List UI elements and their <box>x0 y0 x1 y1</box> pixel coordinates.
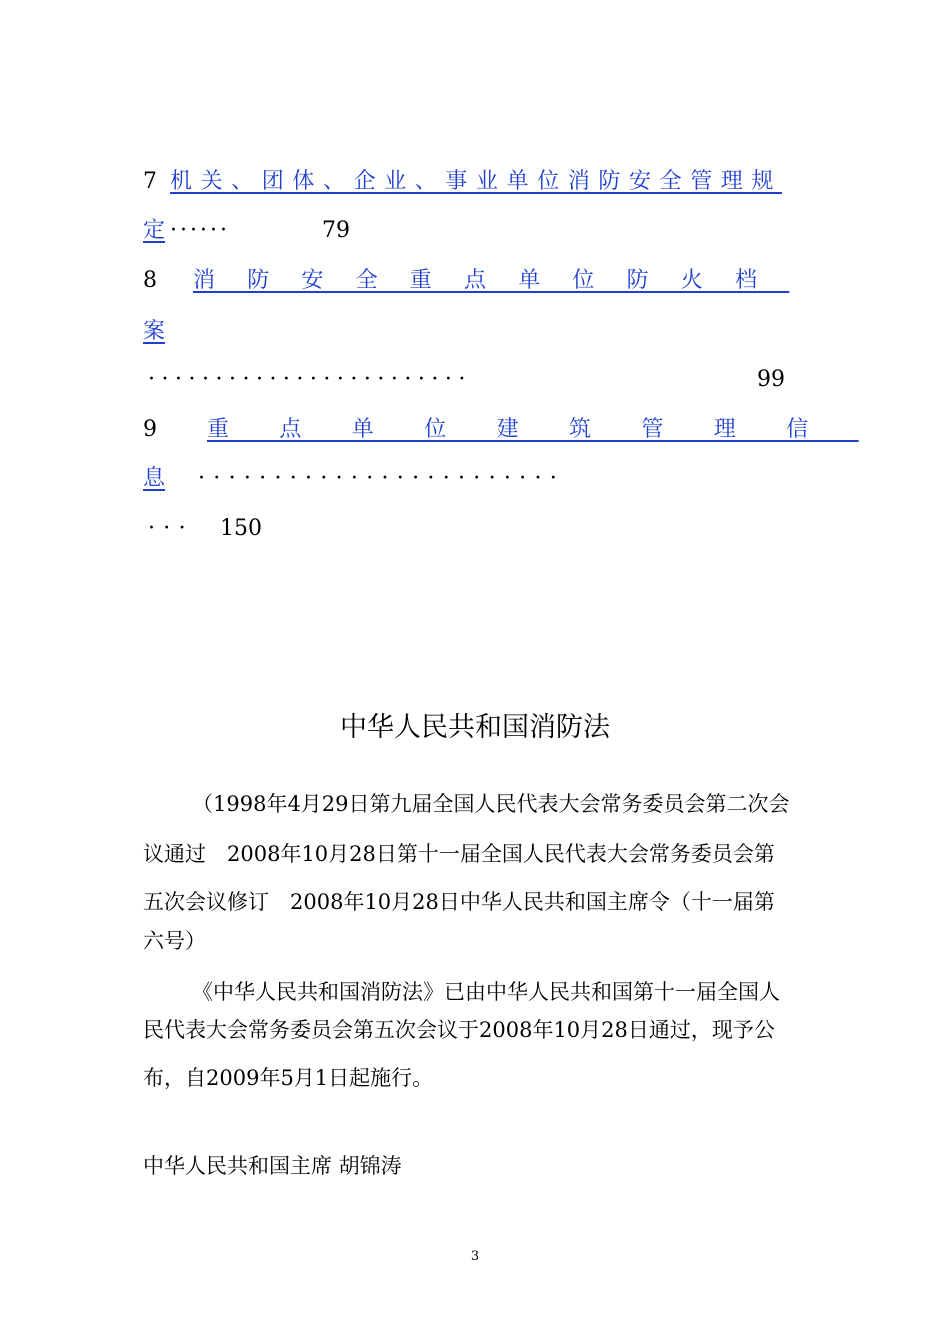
toc-item-number: 7 <box>143 169 157 194</box>
preamble-line: （1998年4月29日第九届全国人民代表大会常务委员会第二次会 <box>192 792 790 816</box>
toc-link-9-line2[interactable]: 息 <box>143 466 166 491</box>
body-line: 《中华人民共和国消防法》已由中华人民共和国第十一届全国人 <box>192 980 780 1004</box>
toc-link-8-line2[interactable]: 案 <box>143 319 166 344</box>
preamble-line: 议通过 2008年10月28日第十一届全国人民代表大会常务委员会第 <box>143 842 775 866</box>
signature-line: 中华人民共和国主席 胡锦涛 <box>143 1154 402 1178</box>
toc-link-9-line1[interactable]: 重点单位建筑管理信 <box>207 417 859 442</box>
toc-link-7-line2[interactable]: 定 <box>143 218 166 243</box>
toc-leader-dots: ··· <box>148 516 194 541</box>
toc-leader-dots: ························ <box>198 466 566 491</box>
body-line: 民代表大会常务委员会第五次会议于2008年10月28日通过，现予公 <box>143 1018 775 1042</box>
toc-item-number: 9 <box>143 417 157 442</box>
preamble-line: 六号） <box>143 929 206 953</box>
toc-item-number: 8 <box>143 268 157 293</box>
body-line: 布，自2009年5月1日起施行。 <box>143 1066 434 1090</box>
toc-link-8-line1[interactable]: 消防安全重点单位防火档 <box>193 268 790 293</box>
page-number: 3 <box>470 1249 480 1264</box>
toc-page-number: 99 <box>757 367 785 392</box>
toc-leader-dots: ························ <box>148 367 472 392</box>
toc-leader-dots: ······ <box>170 218 230 243</box>
toc-page-number: 150 <box>220 516 262 541</box>
document-title: 中华人民共和国消防法 <box>340 712 610 743</box>
preamble-line: 五次会议修订 2008年10月28日中华人民共和国主席令（十一届第 <box>143 890 775 914</box>
toc-page-number: 79 <box>322 218 350 243</box>
toc-link-7-line1[interactable]: 机关、团体、企业、事业单位消防安全管理规 <box>170 169 783 194</box>
